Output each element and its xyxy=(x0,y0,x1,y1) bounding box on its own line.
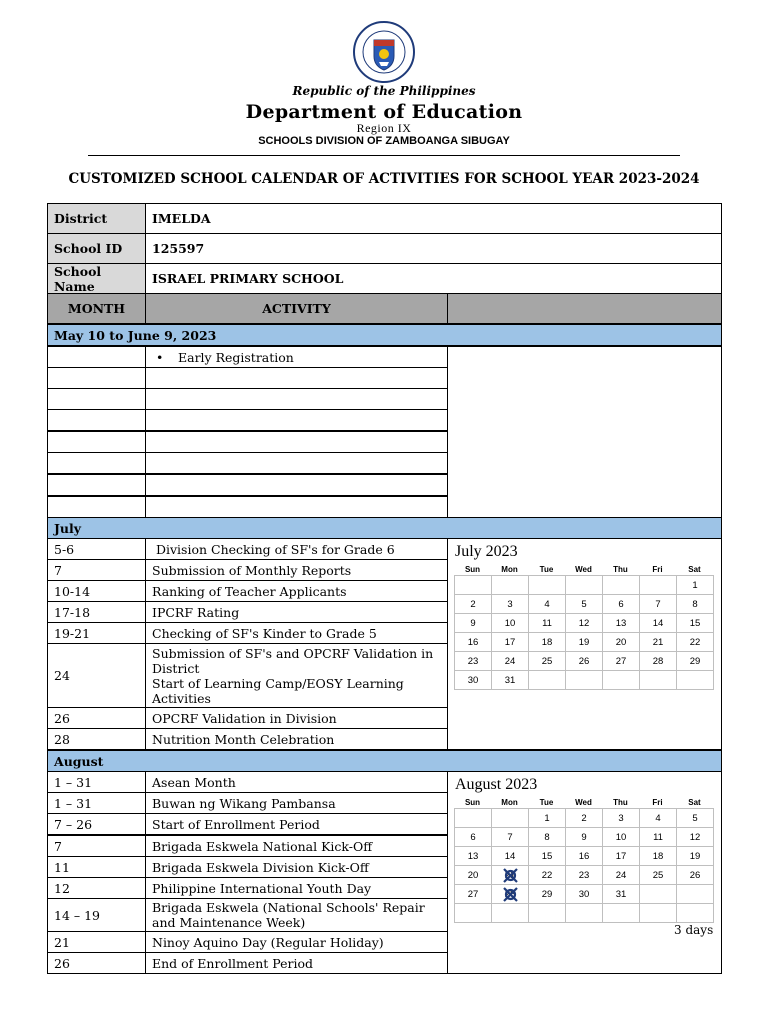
calendar-day: 9 xyxy=(566,828,603,847)
calendar-empty-day xyxy=(603,904,640,923)
july-activity-multiline xyxy=(145,643,448,708)
header-divider xyxy=(88,155,680,156)
may-activity-cell xyxy=(145,409,448,431)
holiday-mark-icon xyxy=(502,886,519,903)
division-heading: SCHOOLS DIVISION OF ZAMBOANGA SIBUGAY xyxy=(258,135,510,147)
calendar-day: 17 xyxy=(603,847,640,866)
calendar-day: 7 xyxy=(640,595,677,614)
may-date-cell xyxy=(47,346,146,368)
august-date: 14 – 19 xyxy=(47,898,146,932)
calendar-empty-day xyxy=(640,576,677,595)
july-date: 17-18 xyxy=(47,601,146,623)
calendar-day: 31 xyxy=(492,671,529,690)
calendar-day: 22 xyxy=(677,633,714,652)
calendar-empty-day xyxy=(492,904,529,923)
calendar-day: 24 xyxy=(492,652,529,671)
august-activity: Philippine International Youth Day xyxy=(145,877,448,899)
weekday-label: Tue xyxy=(539,798,554,807)
holiday-mark-icon xyxy=(502,867,519,884)
calendar-day: 12 xyxy=(677,828,714,847)
july-activity-line: Submission of SF's and OPCRF Validation in District xyxy=(152,646,434,676)
calendar-empty-day xyxy=(603,671,640,690)
may-date-cell xyxy=(47,409,146,431)
calendar-day: 1 xyxy=(529,809,566,828)
may-date-cell xyxy=(47,474,146,496)
may-activity-cell xyxy=(145,431,448,453)
calendar-day: 27 xyxy=(603,652,640,671)
calendar-empty-day xyxy=(529,904,566,923)
weekday-label: Mon xyxy=(501,798,518,807)
august-date: 1 – 31 xyxy=(47,792,146,814)
may-activity-cell xyxy=(145,388,448,410)
calendar-column-header xyxy=(447,293,722,324)
calendar-day: 21 xyxy=(492,866,529,885)
august-calendar-title: August 2023 xyxy=(455,776,538,793)
august-activity: Ninoy Aquino Day (Regular Holiday) xyxy=(145,931,448,953)
calendar-day: 20 xyxy=(603,633,640,652)
july-activity: Ranking of Teacher Applicants xyxy=(145,580,448,602)
calendar-day: 1 xyxy=(677,576,714,595)
calendar-day: 18 xyxy=(640,847,677,866)
calendar-day: 28 xyxy=(640,652,677,671)
august-activity: Brigada Eskwela National Kick-Off xyxy=(145,835,448,857)
calendar-day: 22 xyxy=(529,866,566,885)
calendar-empty-day xyxy=(492,576,529,595)
weekday-label: Sun xyxy=(464,798,481,807)
school-id-label: School ID xyxy=(47,233,146,264)
calendar-day: 25 xyxy=(640,866,677,885)
calendar-day: 15 xyxy=(529,847,566,866)
calendar-empty-day xyxy=(640,904,677,923)
calendar-day: 4 xyxy=(529,595,566,614)
august-calendar-grid xyxy=(454,808,714,923)
may-date-cell xyxy=(47,367,146,389)
calendar-day: 30 xyxy=(566,885,603,904)
weekday-label: Mon xyxy=(501,565,518,574)
calendar-day: 23 xyxy=(455,652,492,671)
calendar-day: 13 xyxy=(603,614,640,633)
calendar-day: 17 xyxy=(492,633,529,652)
calendar-day: 16 xyxy=(455,633,492,652)
weekday-label: Sat xyxy=(688,798,701,807)
calendar-day: 11 xyxy=(640,828,677,847)
may-activity-1: • Early Registration xyxy=(145,346,448,368)
calendar-day: 23 xyxy=(566,866,603,885)
may-activity-cell xyxy=(145,474,448,496)
calendar-day: 2 xyxy=(455,595,492,614)
deped-seal xyxy=(352,20,416,84)
calendar-day: 30 xyxy=(455,671,492,690)
calendar-day: 27 xyxy=(455,885,492,904)
may-date-cell xyxy=(47,452,146,474)
calendar-day: 7 xyxy=(492,828,529,847)
august-calendar-note: 3 days xyxy=(674,923,714,937)
august-date: 11 xyxy=(47,856,146,878)
july-calendar-grid xyxy=(454,575,714,690)
may-activity-cell xyxy=(145,452,448,474)
august-activity: Start of Enrollment Period xyxy=(145,813,448,835)
may-date-cell xyxy=(47,388,146,410)
weekday-label: Sat xyxy=(688,565,701,574)
weekday-label: Tue xyxy=(539,565,554,574)
calendar-day: 12 xyxy=(566,614,603,633)
calendar-day: 15 xyxy=(677,614,714,633)
august-date: 7 – 26 xyxy=(47,813,146,835)
calendar-day: 3 xyxy=(603,809,640,828)
calendar-day: 31 xyxy=(603,885,640,904)
calendar-day: 4 xyxy=(640,809,677,828)
calendar-day: 5 xyxy=(566,595,603,614)
may-activity-cell xyxy=(145,496,448,518)
july-activity: Checking of SF's Kinder to Grade 5 xyxy=(145,622,448,644)
august-activity: End of Enrollment Period xyxy=(145,952,448,974)
document-title: CUSTOMIZED SCHOOL CALENDAR OF ACTIVITIES FOR SCHOOL YEAR 2023-2024 xyxy=(68,171,700,187)
calendar-day: 19 xyxy=(677,847,714,866)
district-value: IMELDA xyxy=(145,203,722,234)
section-may: May 10 to June 9, 2023 xyxy=(47,324,722,346)
calendar-day: 10 xyxy=(603,828,640,847)
calendar-empty-day xyxy=(566,576,603,595)
august-date: 1 – 31 xyxy=(47,771,146,793)
calendar-day: 19 xyxy=(566,633,603,652)
school-name-value: ISRAEL PRIMARY SCHOOL xyxy=(145,263,722,294)
july-activity: IPCRF Rating xyxy=(145,601,448,623)
july-calendar-title: July 2023 xyxy=(455,543,518,560)
may-date-cell xyxy=(47,496,146,518)
calendar-empty-day xyxy=(455,904,492,923)
activity-column-header: ACTIVITY xyxy=(145,293,448,324)
section-august: August xyxy=(47,750,722,772)
august-date: 21 xyxy=(47,931,146,953)
calendar-day: 9 xyxy=(455,614,492,633)
calendar-empty-day xyxy=(566,671,603,690)
calendar-empty-day xyxy=(640,885,677,904)
weekday-label: Thu xyxy=(613,565,628,574)
july-date: 26 xyxy=(47,707,146,729)
calendar-empty-day xyxy=(640,671,677,690)
may-activity-cell xyxy=(145,367,448,389)
school-id-value: 125597 xyxy=(145,233,722,264)
august-activity: Brigada Eskwela (National Schools' Repair and Maintenance Week) xyxy=(145,898,448,932)
calendar-empty-day xyxy=(677,671,714,690)
month-column-header: MONTH xyxy=(47,293,146,324)
calendar-day: 26 xyxy=(566,652,603,671)
weekday-label: Sun xyxy=(464,565,481,574)
weekday-label: Wed xyxy=(575,798,592,807)
district-label: District xyxy=(47,203,146,234)
august-date: 12 xyxy=(47,877,146,899)
may-date-cell xyxy=(47,431,146,453)
calendar-day: 16 xyxy=(566,847,603,866)
calendar-empty-day xyxy=(677,885,714,904)
calendar-day: 29 xyxy=(677,652,714,671)
calendar-day: 6 xyxy=(455,828,492,847)
august-activity: Asean Month xyxy=(145,771,448,793)
august-activity: Buwan ng Wikang Pambansa xyxy=(145,792,448,814)
july-date: 10-14 xyxy=(47,580,146,602)
weekday-label: Wed xyxy=(575,565,592,574)
calendar-empty-day xyxy=(455,576,492,595)
calendar-empty-day xyxy=(529,576,566,595)
august-date: 7 xyxy=(47,835,146,857)
calendar-day: 5 xyxy=(677,809,714,828)
calendar-empty-day xyxy=(529,671,566,690)
republic-heading: Republic of the Philippines xyxy=(292,84,476,98)
calendar-day: 11 xyxy=(529,614,566,633)
july-activity: Submission of Monthly Reports xyxy=(145,559,448,581)
calendar-day: 14 xyxy=(640,614,677,633)
calendar-day: 28 xyxy=(492,885,529,904)
july-date: 24 xyxy=(47,643,146,708)
calendar-day: 24 xyxy=(603,866,640,885)
may-calendar-cell xyxy=(447,346,722,518)
calendar-day: 29 xyxy=(529,885,566,904)
july-activity-line: Start of Learning Camp/EOSY Learning Activities xyxy=(152,676,404,706)
calendar-day: 8 xyxy=(529,828,566,847)
calendar-day: 18 xyxy=(529,633,566,652)
section-july: July xyxy=(47,517,722,539)
calendar-day: 13 xyxy=(455,847,492,866)
weekday-label: Fri xyxy=(652,798,663,807)
weekday-label: Thu xyxy=(613,798,628,807)
calendar-empty-day xyxy=(492,809,529,828)
calendar-day: 6 xyxy=(603,595,640,614)
july-date: 5-6 xyxy=(47,538,146,560)
calendar-empty-day xyxy=(677,904,714,923)
calendar-day: 2 xyxy=(566,809,603,828)
calendar-empty-day xyxy=(455,809,492,828)
calendar-empty-day xyxy=(603,576,640,595)
region-heading: Region IX xyxy=(356,121,412,135)
calendar-day: 21 xyxy=(640,633,677,652)
july-activity: Division Checking of SF's for Grade 6 xyxy=(145,538,448,560)
july-activity: OPCRF Validation in Division xyxy=(145,707,448,729)
calendar-day: 3 xyxy=(492,595,529,614)
calendar-day: 25 xyxy=(529,652,566,671)
calendar-empty-day xyxy=(566,904,603,923)
august-date: 26 xyxy=(47,952,146,974)
weekday-label: Fri xyxy=(652,565,663,574)
july-date: 19-21 xyxy=(47,622,146,644)
calendar-day: 14 xyxy=(492,847,529,866)
calendar-day: 8 xyxy=(677,595,714,614)
calendar-day: 10 xyxy=(492,614,529,633)
calendar-day: 20 xyxy=(455,866,492,885)
school-name-label: School Name xyxy=(47,263,146,294)
department-heading: Department of Education xyxy=(245,101,523,123)
july-date: 7 xyxy=(47,559,146,581)
july-date: 28 xyxy=(47,728,146,750)
july-activity: Nutrition Month Celebration xyxy=(145,728,448,750)
august-activity: Brigada Eskwela Division Kick-Off xyxy=(145,856,448,878)
calendar-day: 26 xyxy=(677,866,714,885)
